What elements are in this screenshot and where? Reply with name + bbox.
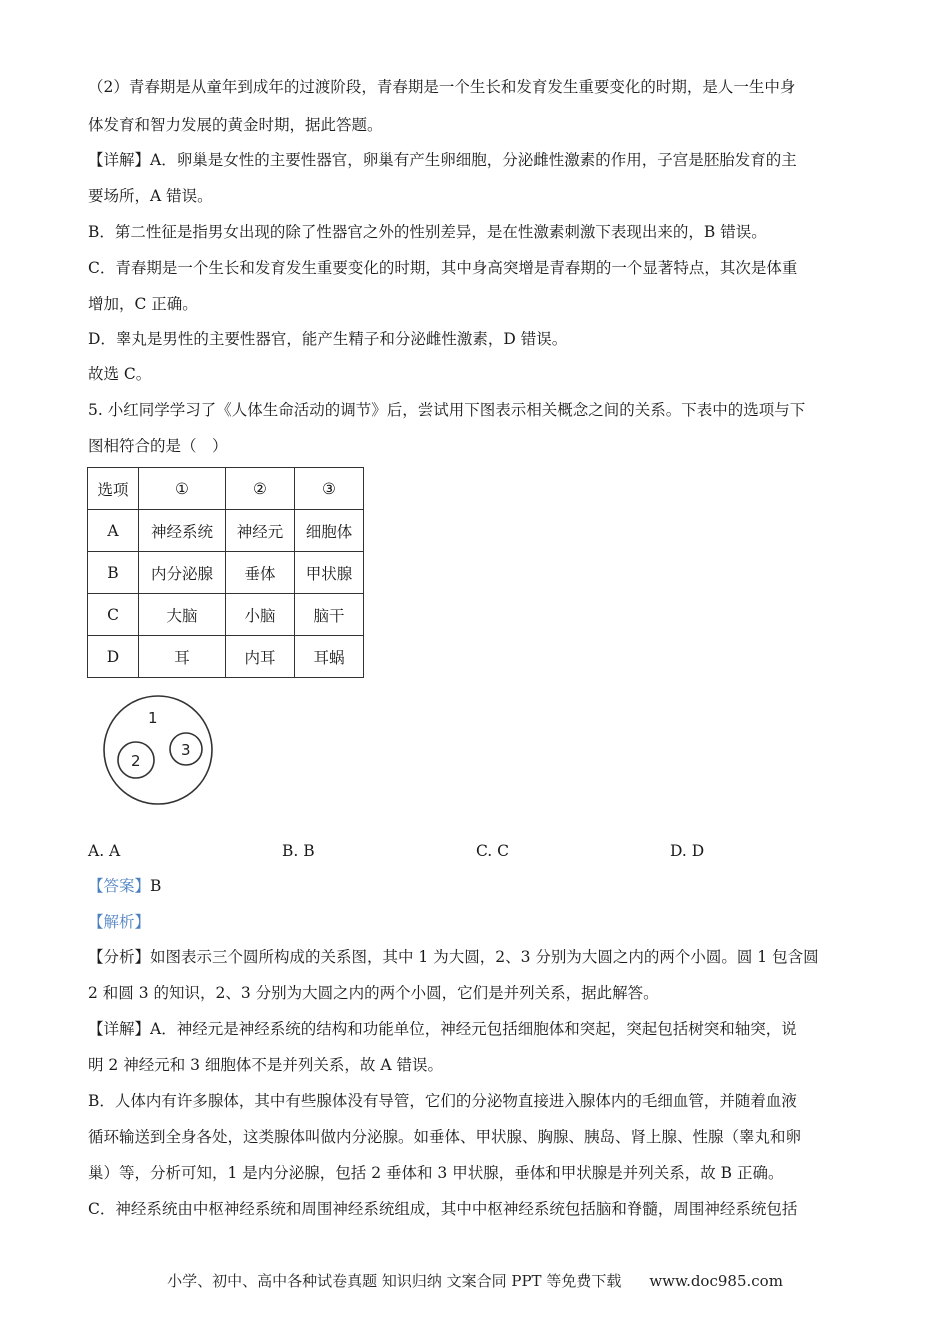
analysis-line: 明 2 神经元和 3 细胞体不是并列关系，故 A 错误。 <box>88 1056 443 1074</box>
table-cell: 耳 <box>139 636 226 678</box>
table-cell: 内耳 <box>226 636 295 678</box>
answer-tag: 【答案】 <box>88 877 151 895</box>
table-row <box>88 552 364 594</box>
analysis-line: 循环输送到全身各处，这类腺体叫做内分泌腺。如垂体、甲状腺、胸腺、胰岛、肾上腺、性腺（睾丸和卵 <box>88 1128 802 1146</box>
paragraph-line: D．睾丸是男性的主要性器官，能产生精子和分泌雌性激素，D 错误。 <box>88 330 568 348</box>
table-cell: A <box>88 510 139 552</box>
analysis-line: 【分析】如图表示三个圆所构成的关系图，其中 1 为大圆，2、3 分别为大圆之内的两个小圆。圆 1 包含圆 <box>88 948 819 966</box>
circle-2-label: 2 <box>131 752 141 770</box>
analysis-line: B．人体内有许多腺体，其中有些腺体没有导管，它们的分泌物直接进入腺体内的毛细血管，并随着血液 <box>88 1092 797 1110</box>
circle-3-label: 3 <box>181 741 191 759</box>
analysis-line: 【详解】A．神经元是神经系统的结构和功能单位，神经元包括细胞体和突起，突起包括树突和轴突，说 <box>88 1020 797 1038</box>
question-stem: 图相符合的是（ ） <box>88 437 228 455</box>
footer-text: 小学、初中、高中各种试卷真题 知识归纳 文案合同 PPT 等免费下载 <box>167 1272 622 1290</box>
paragraph-line: （2）青春期是从童年到成年的过渡阶段，青春期是一个生长和发育发生重要变化的时期，是人一生中身 <box>88 78 796 96</box>
table-header-cell: ③ <box>295 468 364 510</box>
paragraph-line: 增加，C 正确。 <box>88 295 198 313</box>
paragraph-line: 要场所，A 错误。 <box>88 187 213 205</box>
table-cell: 甲状腺 <box>295 552 364 594</box>
option-c: C. C <box>476 842 510 860</box>
page-footer <box>0 1270 950 1291</box>
table-cell: 垂体 <box>226 552 295 594</box>
circle-1-label: 1 <box>148 709 158 727</box>
table-cell: 大脑 <box>139 594 226 636</box>
table-cell: 细胞体 <box>295 510 364 552</box>
table-cell: 内分泌腺 <box>139 552 226 594</box>
analysis-tag: 【解析】 <box>88 913 151 931</box>
option-b: B. B <box>282 842 315 860</box>
table-row <box>88 594 364 636</box>
table-row <box>88 510 364 552</box>
footer-url[interactable]: www.doc985.com <box>649 1272 783 1290</box>
paragraph-line: 体发育和智力发展的黄金时期，据此答题。 <box>88 116 383 134</box>
table-cell: 小脑 <box>226 594 295 636</box>
table-header-cell: ① <box>139 468 226 510</box>
option-a: A. A <box>88 842 121 860</box>
table-cell: 神经元 <box>226 510 295 552</box>
concept-diagram <box>100 690 220 810</box>
table-cell: 脑干 <box>295 594 364 636</box>
table-cell: C <box>88 594 139 636</box>
table-cell: 神经系统 <box>139 510 226 552</box>
table-cell: D <box>88 636 139 678</box>
question-stem: 5. 小红同学学习了《人体生命活动的调节》后，尝试用下图表示相关概念之间的关系。下表中的选项与下 <box>88 401 806 419</box>
paragraph-line: 故选 C。 <box>88 365 152 383</box>
table-row <box>88 636 364 678</box>
table-cell: B <box>88 552 139 594</box>
analysis-line: C．神经系统由中枢神经系统和周围神经系统组成，其中中枢神经系统包括脑和脊髓，周围神经系统包括 <box>88 1200 798 1218</box>
answer-line <box>88 876 161 896</box>
options-table <box>87 467 364 678</box>
table-header-cell: ② <box>226 468 295 510</box>
table-cell: 耳蜗 <box>295 636 364 678</box>
option-d: D. D <box>670 842 705 860</box>
table-header-row <box>88 468 364 510</box>
analysis-line: 2 和圆 3 的知识，2、3 分别为大圆之内的两个小圆，它们是并列关系，据此解答。 <box>88 984 659 1002</box>
analysis-line: 巢）等，分析可知，1 是内分泌腺，包括 2 垂体和 3 甲状腺，垂体和甲状腺是并列关系，故 B 正确。 <box>88 1164 784 1182</box>
paragraph-line: C．青春期是一个生长和发育发生重要变化的时期，其中身高突增是青春期的一个显著特点，其次是体重 <box>88 259 798 277</box>
paragraph-line: B．第二性征是指男女出现的除了性器官之外的性别差异，是在性激素刺激下表现出来的，B 错误。 <box>88 223 767 241</box>
paragraph-line: 【详解】A．卵巢是女性的主要性器官，卵巢有产生卵细胞，分泌雌性激素的作用，子宫是胚胎发育的主 <box>88 151 797 169</box>
table-header-cell: 选项 <box>88 468 139 510</box>
answer-value: B <box>150 877 162 895</box>
